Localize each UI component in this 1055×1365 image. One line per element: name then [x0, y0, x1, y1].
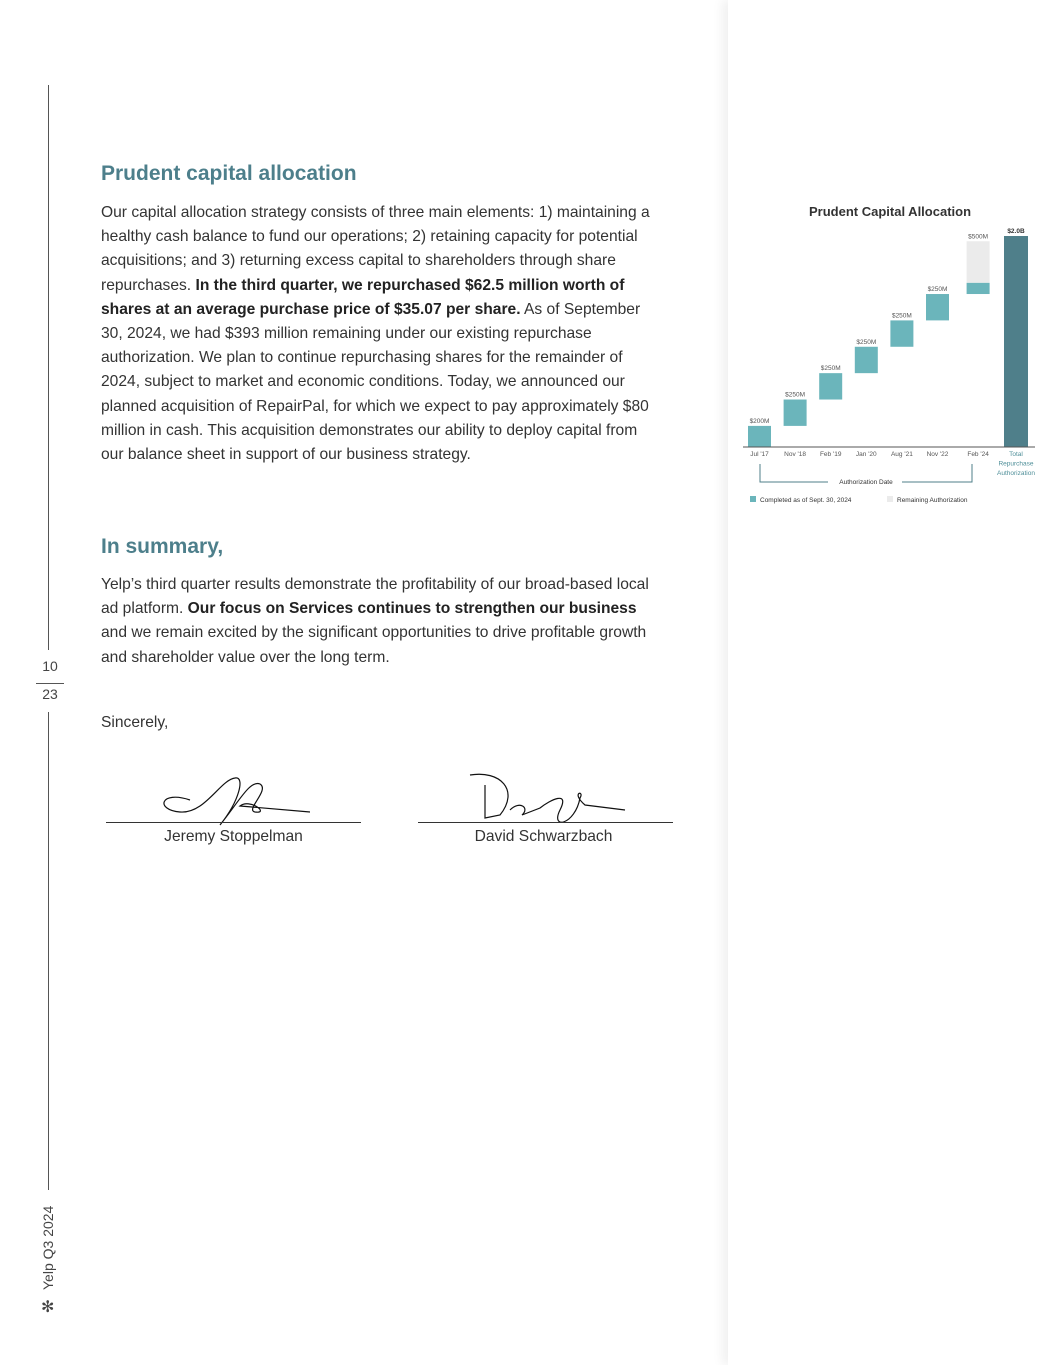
yelp-burst-icon: ✻ [41, 1299, 55, 1316]
bar-value-label: $250M [820, 365, 841, 373]
signer-name-2: David Schwarzbach [474, 828, 613, 845]
x-tick-label: Jan '20 [855, 451, 877, 458]
signature-david [460, 770, 640, 835]
x-tick-label: Feb '24 [967, 451, 989, 458]
legend-swatch-completed [750, 496, 756, 502]
text: Yelp’s third quarter results demonstrate the profitability of our broad-based local ad platform. [101, 576, 649, 618]
legend-swatch-remaining [887, 496, 893, 502]
rail-line [48, 712, 49, 1190]
x-tick-label: Jul '17 [750, 451, 769, 458]
bar-value-label: $500M [968, 233, 989, 241]
legend-label-completed: Completed as of Sept. 30, 2024 [760, 497, 852, 504]
text: As of September 30, 2024, we had $393 million remaining under our existing repurchase authorization. We plan to continue repurchasing shares for the remainder of 2024, subject to market and economic conditions. Today, we announced our planned acquisition of RepairPal, for which we expect to pay approximately $80 million in cash. This acquisition demonstrates our ability to deploy capital from our balance sheet in support of our business strategy. [101, 300, 649, 464]
x-axis-label: Authorization Date [839, 479, 893, 486]
capital-allocation-chart [0, 0, 1055, 520]
bar-completed [784, 400, 807, 426]
text: and we remain excited by the significant opportunities to drive profitable growth and shareholder value over the long term. [101, 624, 647, 666]
bar-completed [926, 294, 949, 320]
x-tick-label: Feb '19 [819, 451, 842, 458]
signer-name-1: Jeremy Stoppelman [164, 828, 303, 845]
signature-jeremy [150, 770, 320, 835]
bar-value-label: $250M [856, 338, 877, 346]
bar-value-label: $250M [891, 312, 912, 320]
x-tick-label: Nov '22 [926, 451, 949, 458]
bar-remaining [967, 241, 990, 282]
bold-text: Our focus on Services continues to strengthen our business [187, 600, 637, 618]
total-tick-label: Authorization [997, 470, 1035, 477]
bar-value-label: $200M [749, 417, 770, 425]
x-tick-label: Aug '21 [890, 451, 913, 458]
bar-completed [890, 320, 913, 346]
doc-label: Yelp Q3 2024 [40, 1205, 56, 1290]
x-tick-label: Nov '18 [784, 451, 807, 458]
bar-completed [819, 373, 842, 399]
salutation: Sincerely, [101, 714, 169, 731]
section-heading-capital: Prudent capital allocation [101, 162, 357, 185]
bar-completed [855, 347, 878, 373]
total-value-label: $2.0B [1007, 228, 1025, 235]
page-separator [36, 683, 64, 684]
bar-total [1004, 236, 1028, 447]
bar-completed [748, 426, 771, 447]
legend-label-remaining: Remaining Authorization [897, 497, 968, 504]
text: Our capital allocation strategy consists of three main elements: 1) maintaining a healthy cash balance to fund our operations; 2) retaining capacity for potential acquisitions; and 3) returning excess capital to shareholders through share repurchases. [101, 204, 650, 294]
page-total: 23 [42, 686, 58, 702]
total-tick-label: Total [1009, 451, 1023, 458]
section-heading-summary: In summary, [101, 535, 224, 558]
signature-line [106, 822, 361, 823]
chart-title: Prudent Capital Allocation [808, 204, 972, 219]
summary-paragraph [101, 573, 656, 670]
bar-value-label: $250M [785, 391, 806, 399]
page-current: 10 [42, 658, 58, 674]
bar-value-label: $250M [927, 286, 948, 294]
total-tick-label: Repurchase [998, 460, 1034, 468]
bold-text: In the third quarter, we repurchased $62.5 million worth of shares at an average purchase price of $35.07 per share. [101, 276, 625, 318]
bar-completed [967, 283, 990, 294]
signature-line [418, 822, 673, 823]
